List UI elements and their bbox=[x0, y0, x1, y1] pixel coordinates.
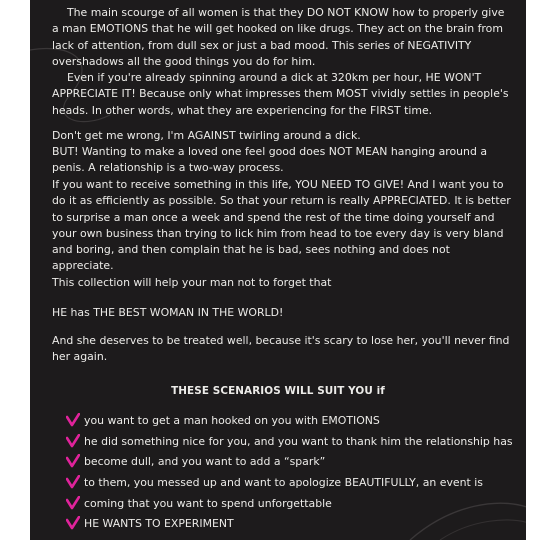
against-paragraph: Don't get me wrong, I'm AGAINST twirling around a dick. bbox=[52, 129, 361, 142]
appreciation-paragraph: Even if you're already spinning around a dick at 320km per hour, HE WON'T APPRECIATE IT! Because only what impresses them MOST vividly settles in people's heads. In other words, what they are experiencing for the FIRST time. bbox=[52, 71, 509, 117]
list-item bbox=[66, 515, 516, 536]
list-item bbox=[66, 495, 516, 516]
checkmark-icon bbox=[66, 516, 80, 530]
document-page bbox=[30, 0, 526, 540]
list-item bbox=[66, 453, 516, 474]
list-item-text: HE WANTS TO EXPERIMENT bbox=[84, 517, 234, 531]
two-way-paragraph: BUT! Wanting to make a loved one feel good does NOT MEAN hanging around a penis. A relationship is a two-way process. bbox=[52, 145, 488, 175]
list-item bbox=[66, 433, 516, 454]
collection-paragraph: This collection will help your man not to forget that bbox=[52, 276, 332, 289]
checkmark-icon bbox=[66, 475, 80, 489]
list-item-text: coming that you want to spend unforgettable bbox=[84, 496, 332, 510]
list-item-text: to them, you messed up and want to apologize BEAUTIFULLY, an event is bbox=[84, 476, 483, 490]
list-item-text: he did something nice for you, and you want to thank him the relationship has bbox=[84, 434, 513, 448]
list-item bbox=[66, 412, 516, 433]
checkmark-icon bbox=[66, 434, 80, 448]
list-item bbox=[66, 474, 516, 495]
treated-well-paragraph: And she deserves to be treated well, because it's scary to lose her, you'll never find her again. bbox=[52, 334, 510, 364]
checkmark-icon bbox=[66, 413, 80, 427]
checkmark-icon bbox=[66, 496, 80, 510]
list-item-text: you want to get a man hooked on you with EMOTIONS bbox=[84, 414, 380, 427]
list-item-text: become dull, and you want to add a “spark” bbox=[84, 455, 326, 469]
checkmark-icon bbox=[66, 454, 80, 468]
scenarios-heading: THESE SCENARIOS WILL SUIT YOU if bbox=[171, 385, 385, 397]
scenario-list bbox=[66, 412, 516, 536]
give-paragraph: If you want to receive something in this life, YOU NEED TO GIVE! And I want you to do it as efficiently as possible. So that your return is really APPRECIATED. It is better to surprise a man once a week and spend the rest of the time doing yourself and your own business than trying to lick him from head to toe every day is very bland and boring, and then complain that he is bad, sees nothing and does not appreciate. bbox=[52, 178, 511, 273]
intro-paragraph: The main scourge of all women is that they DO NOT KNOW how to properly give a man EMOTIONS that he will get hooked on like drugs. They act on the brain from lack of attention, from dull sex or just a bad mood. This series of NEGATIVITY overshadows all the good things you do for him. bbox=[52, 6, 505, 68]
best-woman-paragraph: HE has THE BEST WOMAN IN THE WORLD! bbox=[52, 306, 284, 319]
